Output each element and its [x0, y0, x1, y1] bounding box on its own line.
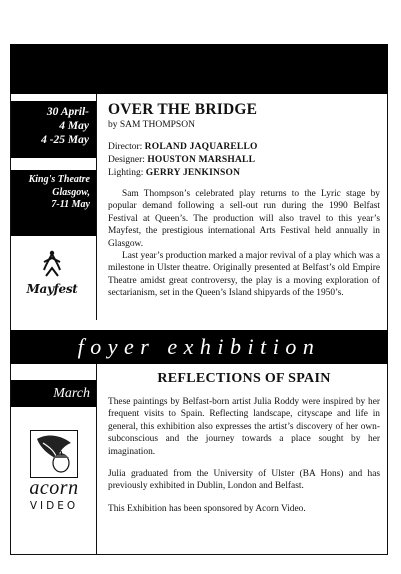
acorn-icon: [31, 431, 77, 477]
credit-row: [108, 141, 380, 154]
credit-role: Director:: [108, 142, 143, 152]
play-title: OVER THE BRIDGE: [108, 101, 258, 118]
exhibition-title: REFLECTIONS OF SPAIN: [157, 371, 331, 386]
credit-name: HOUSTON MARSHALL: [147, 155, 256, 165]
dates-box: [11, 101, 96, 158]
foyer-banner: foyer exhibition: [10, 330, 388, 364]
credit-row: [108, 167, 380, 180]
credit-role: Designer:: [108, 155, 145, 165]
credit-role: Lighting:: [108, 168, 144, 178]
acorn-wordmark: acorn: [29, 477, 79, 499]
exhibition-section: [108, 370, 380, 525]
credit-name: ROLAND JAQUARELLO: [144, 142, 258, 152]
venue-box: [11, 170, 96, 236]
acorn-art: [30, 430, 78, 478]
exhibition-paragraph: This Exhibition has been sponsored by Acorn Video.: [108, 503, 306, 514]
video-wordmark: VIDEO: [29, 500, 79, 512]
date-line: 4 May: [59, 120, 89, 132]
header-band: [10, 44, 388, 94]
acorn-video-logo: [30, 430, 78, 530]
exhibition-paragraph: Julia graduated from the University of Ulster (BA Hons) and has previously exhibited in Dublin, London and Belfast.: [108, 469, 380, 492]
mayfest-wordmark: Mayfest: [26, 282, 78, 296]
play-paragraph: Sam Thompson’s celebrated play returns to the Lyric stage by popular demand following a sell-out run during the 1990 Belfast Festival at Queen’s. The production will also travel to this year’s Mayfest, the prestigious international Arts Festival held annually in Glasgow.: [108, 189, 380, 249]
credits-list: [108, 141, 380, 180]
credit-name: GERRY JENKINSON: [145, 168, 241, 178]
credit-row: [108, 154, 380, 167]
venue-line: King's Theatre: [28, 174, 90, 185]
play-section: [108, 100, 380, 300]
play-paragraph: Last year’s production marked a major revival of a play which was a milestone in Ulster theatre. Originally presented at Belfast’s old Empire Theatre amidst great controversy, the play is a moving exploration of sectarianism, set in the Queen’s Island shipyards of the 1950’s.: [108, 251, 380, 299]
column-divider: [96, 94, 97, 320]
column-divider: [96, 364, 97, 555]
exhibition-paragraph: These paintings by Belfast-born artist Julia Roddy were inspired by her frequent visits to Spain. Reflecting landscape, cityscape and life in general, this exhibition also expresses the artist’s discovery of her own-subconscious and the journey towards a place sought by her imagination.: [108, 397, 380, 457]
date-line: 30 April-: [46, 106, 89, 118]
venue-line: 7-11 May: [51, 199, 90, 210]
mayfest-logo: [22, 250, 82, 300]
date-line: 4 -25 May: [41, 134, 89, 146]
march-box: March: [11, 380, 96, 407]
venue-line: Glasgow,: [52, 186, 90, 198]
mayfest-figure-icon: [22, 250, 82, 284]
play-author: by SAM THOMPSON: [108, 120, 195, 130]
